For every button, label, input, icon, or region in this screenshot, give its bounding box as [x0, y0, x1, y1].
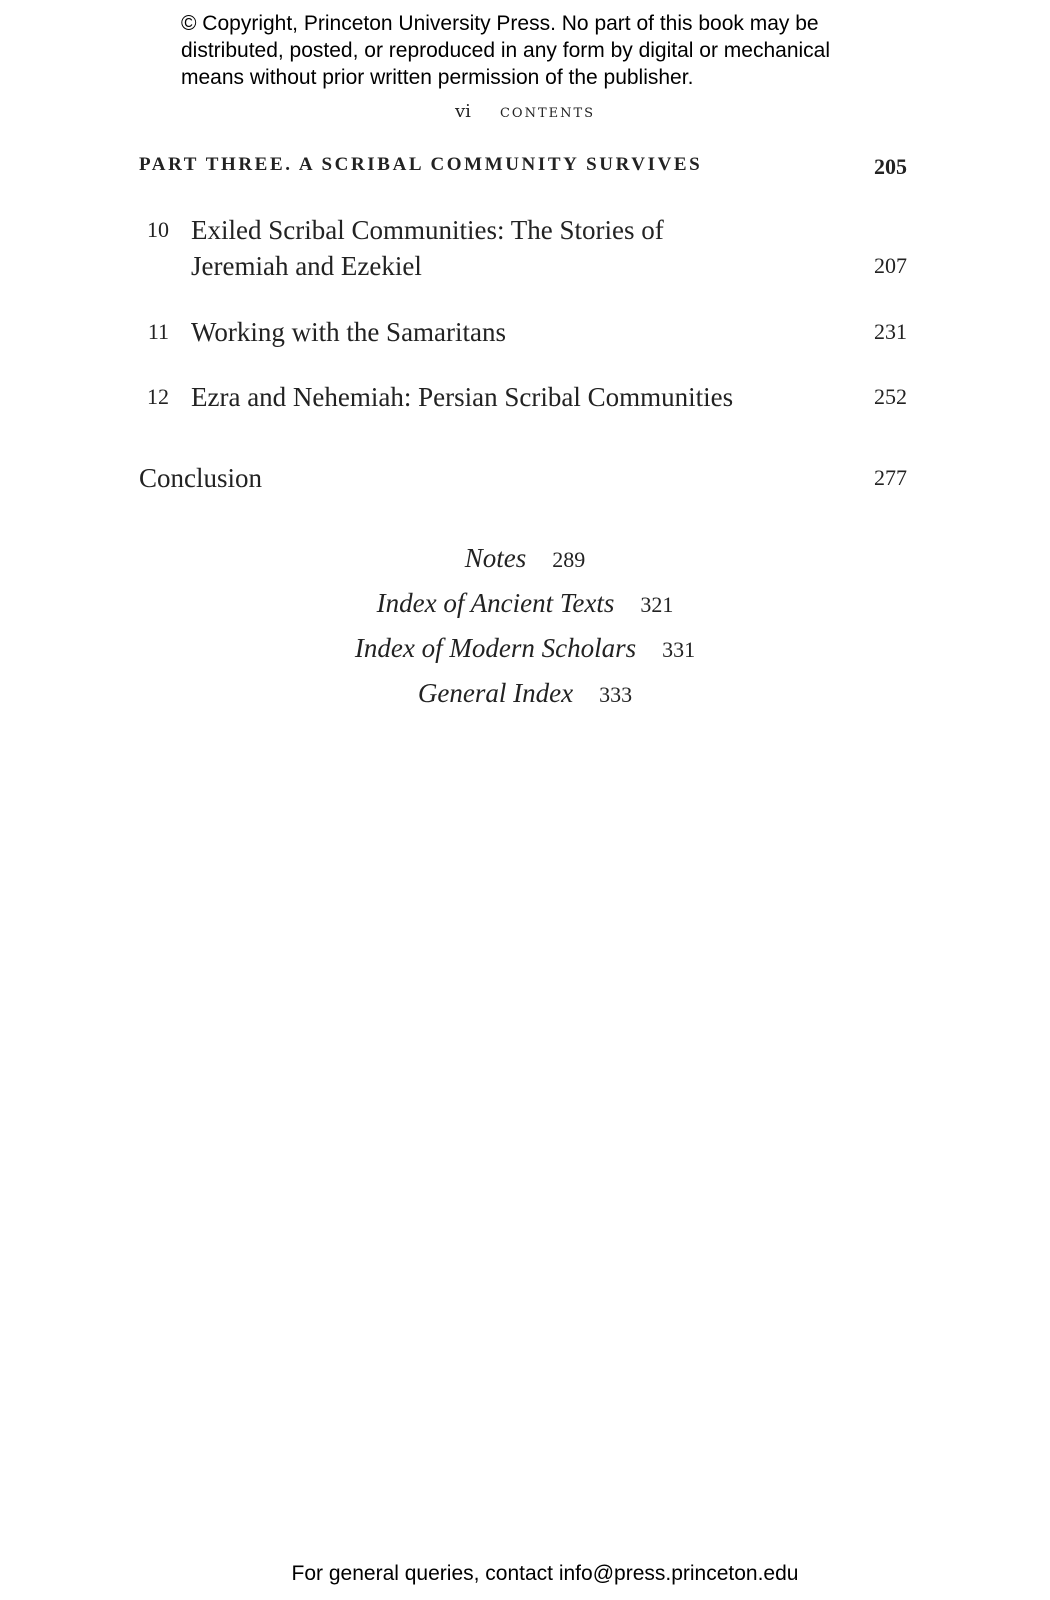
chapter-page: 207: [874, 253, 907, 278]
chapter-number: 10: [147, 217, 169, 242]
chapter-title: Ezra and Nehemiah: Persian Scribal Communities: [191, 382, 734, 412]
back-matter-title: Index of Ancient Texts: [376, 588, 615, 618]
back-matter-index-modern-scholars: [0, 630, 1050, 668]
running-head: [0, 100, 1050, 122]
back-matter-title: General Index: [417, 678, 574, 708]
back-matter-general-index: [0, 675, 1050, 713]
chapter-title-line-2: Jeremiah and Ezekiel: [191, 251, 422, 281]
copyright-line-3: means without prior written permission of the publisher.: [181, 66, 694, 89]
back-matter-page: 333: [599, 682, 633, 707]
chapter-number: 11: [147, 319, 169, 344]
conclusion-title: Conclusion: [139, 463, 263, 493]
back-matter-page: 321: [640, 592, 674, 617]
back-matter-page: 331: [662, 637, 696, 662]
chapter-page: 252: [874, 384, 907, 409]
toc-entry-chapter-10: [139, 212, 907, 284]
footer-contact: For general queries, contact info@press.princeton.edu: [291, 1562, 799, 1585]
back-matter-notes: [0, 540, 1050, 578]
back-matter-title: Index of Modern Scholars: [354, 633, 637, 663]
chapter-page: 231: [874, 319, 907, 344]
back-matter-page: 289: [552, 547, 586, 572]
part-heading-title: PART THREE. A SCRIBAL COMMUNITY SURVIVES: [139, 154, 703, 175]
toc-entry-conclusion: [139, 460, 907, 496]
chapter-title-line-1: Exiled Scribal Communities: The Stories of: [191, 215, 664, 245]
part-heading: [139, 154, 907, 179]
chapter-title: [191, 212, 811, 284]
copyright-notice: [181, 10, 901, 91]
toc-entry-chapter-12: [139, 379, 907, 415]
part-heading-page: 205: [874, 154, 907, 179]
toc-entry-chapter-11: [139, 314, 907, 350]
chapter-number: 12: [147, 384, 169, 409]
copyright-line-2: distributed, posted, or reproduced in any form by digital or mechanical: [181, 39, 831, 62]
back-matter-title: Notes: [464, 543, 527, 573]
copyright-line-1: © Copyright, Princeton University Press. No part of this book may be: [181, 12, 819, 35]
back-matter-index-ancient-texts: [0, 585, 1050, 623]
page-folio: vi: [454, 101, 471, 122]
conclusion-page: 277: [874, 465, 907, 490]
chapter-title: Working with the Samaritans: [191, 317, 507, 347]
running-head-title: contents: [499, 100, 596, 122]
